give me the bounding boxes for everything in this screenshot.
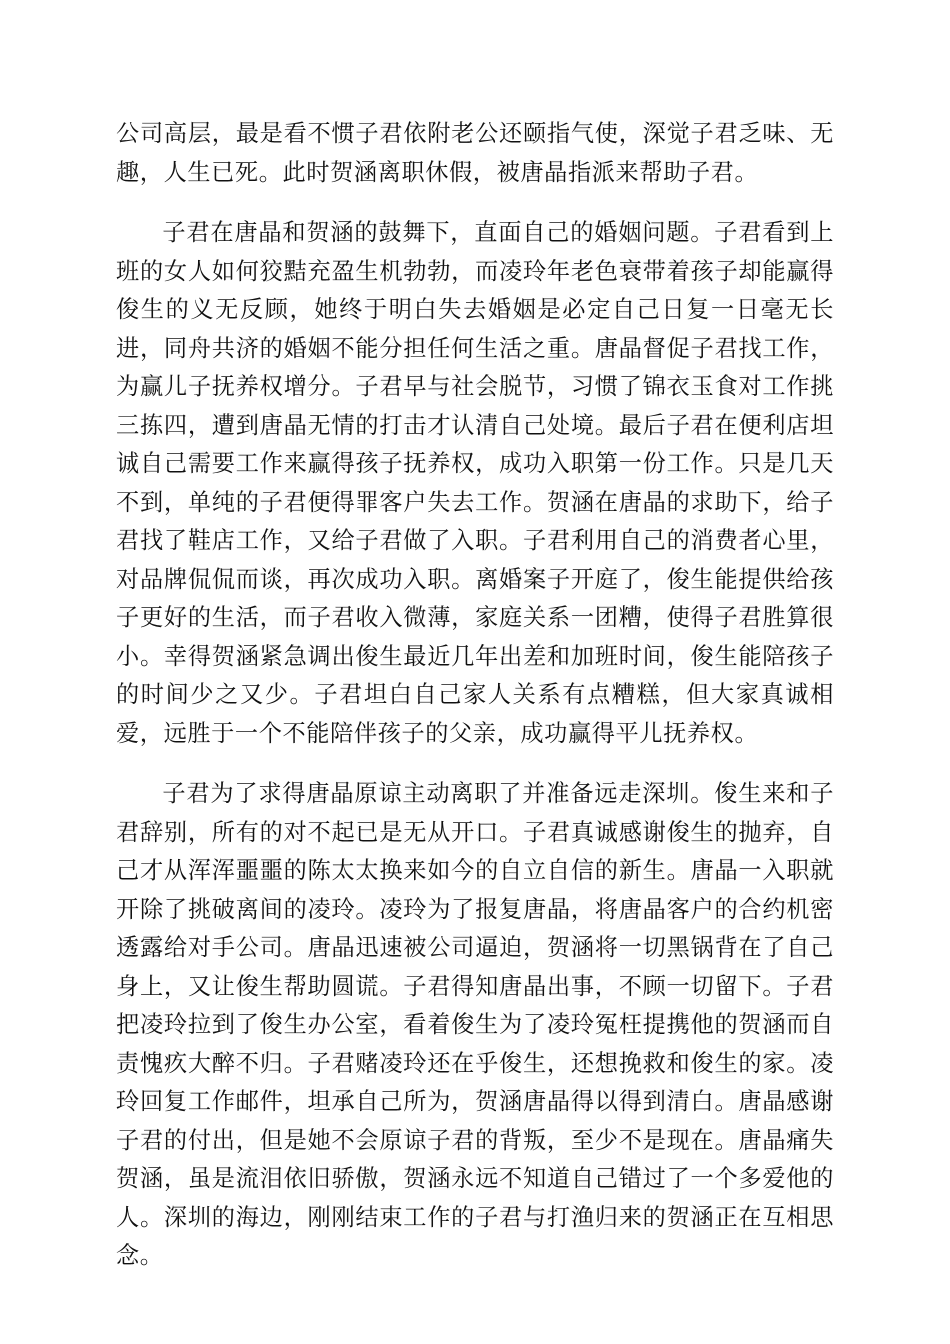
paragraph-1: 公司高层，最是看不惯子君依附老公还颐指气使，深觉子君乏味、无趣，人生已死。此时贺涵离职休假，被唐晶指派来帮助子君。 [116, 120, 834, 186]
paragraph-2: 子君在唐晶和贺涵的鼓舞下，直面自己的婚姻问题。子君看到上班的女人如何狡黠充盈生机勃勃，而凌玲年老色衰带着孩子却能赢得俊生的义无反顾，她终于明白失去婚姻是必定自己日复一日毫无长进，同舟共济的婚姻不能分担任何生活之重。唐晶督促子君找工作，为赢儿子抚养权增分。子君早与社会脱节，习惯了锦衣玉食对工作挑三拣四，遭到唐晶无情的打击才认清自己处境。最后子君在便利店坦诚自己需要工作来赢得孩子抚养权，成功入职第一份工作。只是几天不到，单纯的子君便得罪客户失去工作。贺涵在唐晶的求助下，给子君找了鞋店工作，又给子君做了入职。子君利用自己的消费者心里，对品牌侃侃而谈，再次成功入职。离婚案子开庭了，俊生能提供给孩子更好的生活，而子君收入微薄，家庭关系一团糟，使得子君胜算很小。幸得贺涵紧急调出俊生最近几年出差和加班时间，俊生能陪孩子的时间少之又少。子君坦白自己家人关系有点糟糕，但大家真诚相爱，远胜于一个不能陪伴孩子的父亲，成功赢得平儿抚养权。 [116, 219, 834, 747]
paragraph-3: 子君为了求得唐晶原谅主动离职了并准备远走深圳。俊生来和子君辞别，所有的对不起已是无从开口。子君真诚感谢俊生的抛弃，自己才从浑浑噩噩的陈太太换来如今的自立自信的新生。唐晶一入职就开除了挑破离间的凌玲。凌玲为了报复唐晶，将唐晶客户的合约机密透露给对手公司。唐晶迅速被公司逼迫，贺涵将一切黑锅背在了自己身上，又让俊生帮助圆谎。子君得知唐晶出事，不顾一切留下。子君把凌玲拉到了俊生办公室，看着俊生为了凌玲冤枉提携他的贺涵而自责愧疚大醉不归。子君赌凌玲还在乎俊生，还想挽救和俊生的家。凌玲回复工作邮件，坦承自己所为，贺涵唐晶得以得到清白。唐晶感谢子君的付出，但是她不会原谅子君的背叛，至少不是现在。唐晶痛失贺涵，虽是流泪依旧骄傲，贺涵永远不知道自己错过了一个多爱他的人。深圳的海边，刚刚结束工作的子君与打渔归来的贺涵正在互相思念。 [116, 780, 834, 1269]
paragraph-gap [116, 192, 834, 214]
paragraph-gap [116, 753, 834, 775]
document-page [116, 115, 834, 1276]
